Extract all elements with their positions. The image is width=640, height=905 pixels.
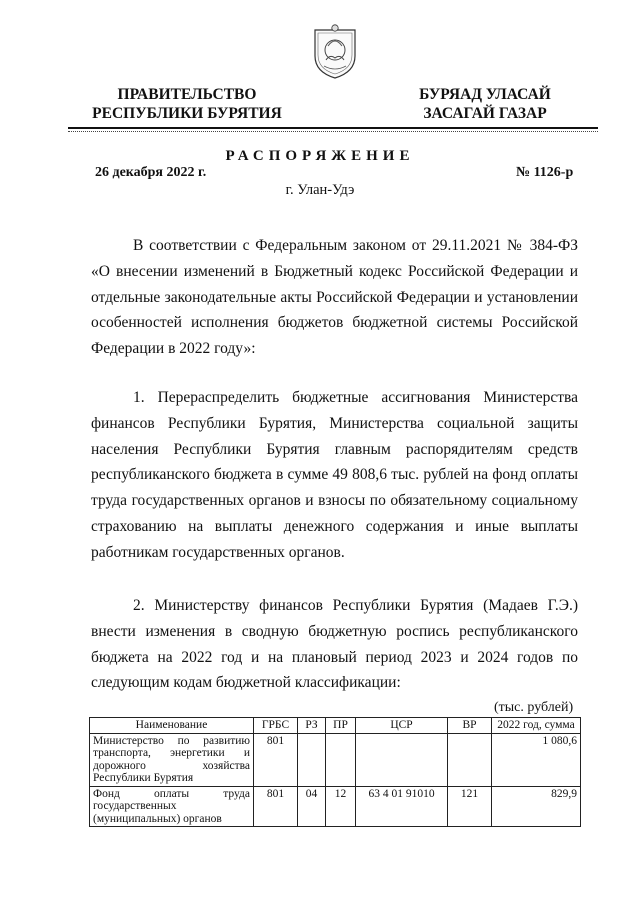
preamble-paragraph: В соответствии с Федеральным законом от 29.11.2021 № 384-ФЗ «О внесении изменений в Бюджетный кодекс Российской Федерации и отдельные законодательные акты Российской Федерации и установлении особенностей исполнения бюджетов бюджетной системы Российской Федерации в 2022 году»: — [91, 237, 578, 358]
cell-sum: 829,9 — [492, 786, 581, 827]
clause-1-paragraph: 1. Перераспределить бюджетные ассигнования Министерства финансов Республики Бурятия, Министерства социальной защиты населения Республики Бурятия главным распорядителям средств республиканского бюджета в сумме 49 808,6 тыс. рублей на фонд оплаты труда государственных органов и взносы по обязательному социальному страхованию на выплаты денежного содержания и иные выплаты работникам государственных органов. — [91, 389, 578, 561]
government-name-buryat — [400, 85, 570, 123]
clause-2-paragraph: 2. Министерству финансов Республики Бурятия (Мадаев Г.Э.) внести изменения в сводную бюджетную роспись республиканского бюджета на 2022 год и на плановый период 2023 и 2024 годов по следующим кодам бюджетной классификации: — [91, 597, 578, 692]
document-number: № 1126-р — [516, 165, 574, 180]
cell-name: Фонд оплаты труда государственных (муниципальных) органов — [90, 786, 254, 827]
table-header-row — [90, 718, 581, 734]
unit-label: (тыс. рублей) — [494, 700, 574, 715]
government-name-russian — [82, 85, 292, 123]
government-name-buryat-line2: ЗАСАГАЙ ГАЗАР — [423, 105, 547, 122]
col-header-vr: ВР — [448, 718, 492, 734]
col-header-grbs: ГРБС — [254, 718, 298, 734]
cell-grbs: 801 — [254, 786, 298, 827]
cell-pr — [326, 733, 356, 786]
cell-pr: 12 — [326, 786, 356, 827]
cell-rz: 04 — [298, 786, 326, 827]
coat-of-arms-icon — [310, 22, 360, 80]
col-header-csr: ЦСР — [356, 718, 448, 734]
government-name-line1: ПРАВИТЕЛЬСТВО — [117, 86, 257, 103]
col-header-sum: 2022 год, сумма — [492, 718, 581, 734]
col-header-rz: РЗ — [298, 718, 326, 734]
header-divider-solid — [68, 127, 598, 129]
cell-csr — [356, 733, 448, 786]
cell-rz — [298, 733, 326, 786]
header-divider-dotted — [68, 131, 598, 132]
document-city: г. Улан-Удэ — [285, 182, 355, 198]
cell-csr: 63 4 01 91010 — [356, 786, 448, 827]
table-row — [90, 733, 581, 786]
budget-table — [89, 717, 581, 827]
document-date: 26 декабря 2022 г. — [95, 165, 207, 180]
table-row — [90, 786, 581, 827]
cell-grbs: 801 — [254, 733, 298, 786]
cell-name: Министерство по развитию транспорта, энергетики и дорожного хозяйства Республики Бурятия — [90, 733, 254, 786]
document-title: РАСПОРЯЖЕНИЕ — [225, 148, 415, 164]
government-name-line2: РЕСПУБЛИКИ БУРЯТИЯ — [92, 105, 282, 122]
cell-sum: 1 080,6 — [492, 733, 581, 786]
government-name-buryat-line1: БУРЯАД УЛАСАЙ — [419, 86, 551, 103]
cell-vr — [448, 733, 492, 786]
col-header-pr: ПР — [326, 718, 356, 734]
cell-vr: 121 — [448, 786, 492, 827]
col-header-name: Наименование — [90, 718, 254, 734]
